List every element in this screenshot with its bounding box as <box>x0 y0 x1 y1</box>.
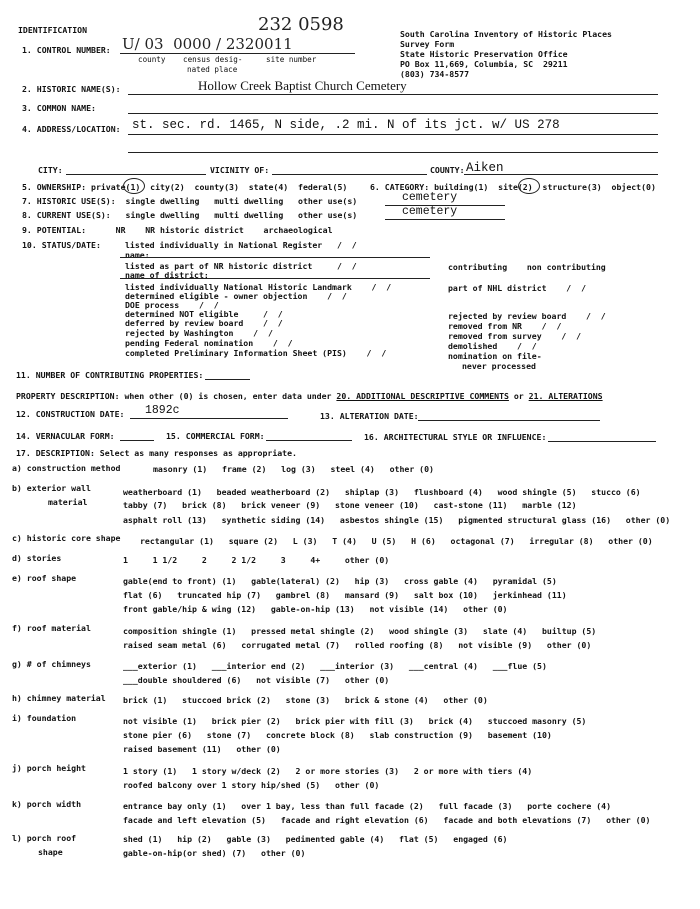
status-right: contributing non contributing <box>448 262 606 272</box>
construction-date-value: 1892c <box>145 404 180 417</box>
status-right: rejected by review board / / <box>448 311 606 321</box>
historic-use-value: cemetery <box>402 191 458 204</box>
desc-option-line: composition shingle (1) pressed metal shingle (2) wood shingle (3) slate (4) builtup (5) <box>123 626 597 636</box>
control-number-value: U/ 03 0000 / 2320011 <box>122 35 293 53</box>
desc-label: material <box>48 497 88 507</box>
desc-option-line: raised seam metal (6) corrugated metal (7) rolled roofing (8) not visible (9) other (0) <box>123 640 592 650</box>
potential: 9. POTENTIAL: NR NR historic district archaeological <box>22 225 333 235</box>
desc-label: j) porch height <box>12 763 86 773</box>
sub-census2: nated place <box>187 65 238 74</box>
desc-label: shape <box>38 847 63 857</box>
status-line: DOE process / / <box>125 300 219 310</box>
agency-line: Survey Form <box>400 39 455 49</box>
desc-option-line: raised basement (11) other (0) <box>123 744 281 754</box>
desc-option-line: gable-on-hip(or shed) (7) other (0) <box>123 848 306 858</box>
status-line: pending Federal nomination / / <box>125 338 293 348</box>
desc-option-line: ___double shouldered (6) not visible (7) other (0) <box>123 675 390 685</box>
status-right: part of NHL district / / <box>448 283 587 293</box>
county-label: COUNTY: <box>430 165 465 175</box>
underline <box>128 113 658 114</box>
vernacular-form: 14. VERNACULAR FORM: <box>16 431 115 441</box>
underline <box>128 152 658 153</box>
historic-name-value: Hollow Creek Baptist Church Cemetery <box>198 78 407 93</box>
desc-option-line: ___exterior (1) ___interior end (2) ___interior (3) ___central (4) ___flue (5) <box>123 661 547 671</box>
sub-county: county <box>138 55 166 64</box>
status-right: demolished / / <box>448 341 537 351</box>
desc-option-line: facade and left elevation (5) facade and right elevation (6) facade and both elevations (7) other (0) <box>123 815 651 825</box>
desc-option-line: tabby (7) brick (8) brick veneer (9) stone veneer (10) cast-stone (11) marble (12) <box>123 500 577 510</box>
handwritten-number: 232 0598 <box>258 14 344 35</box>
underline <box>120 257 430 258</box>
common-name-label: 3. COMMON NAME: <box>22 103 96 113</box>
agency-line: (803) 734-8577 <box>400 69 470 79</box>
underline <box>120 440 154 441</box>
agency-line: PO Box 11,669, Columbia, SC 29211 <box>400 59 568 69</box>
underline <box>130 418 288 419</box>
description-heading: 17. DESCRIPTION: Select as many responses as appropriate. <box>16 448 297 458</box>
desc-option-line: entrance bay only (1) over 1 bay, less than full facade (2) full facade (3) porte cochere (4) <box>123 801 611 811</box>
alteration-date: 13. ALTERATION DATE: <box>320 411 419 421</box>
status-line: listed individually National Historic Landmark / / <box>125 282 392 292</box>
desc-option-line: shed (1) hip (2) gable (3) pedimented gable (4) flat (5) engaged (6) <box>123 834 508 844</box>
status-line: rejected by Washington / / <box>125 328 273 338</box>
desc-label: a) construction method <box>12 463 121 473</box>
status-right: never processed <box>462 361 536 371</box>
desc-option-line: not visible (1) brick pier (2) brick pier with fill (3) brick (4) stuccoed masonry (5) <box>123 716 587 726</box>
address-value: st. sec. rd. 1465, N side, .2 mi. N of its jct. w/ US 278 <box>132 118 560 132</box>
county-value: Aiken <box>466 161 504 175</box>
ownership: 5. OWNERSHIP: private(1) city(2) county(3) state(4) federal(5) <box>22 182 348 192</box>
desc-label: k) porch width <box>12 799 82 809</box>
sub-census: census desig- <box>183 55 243 64</box>
underline <box>548 441 656 442</box>
desc-label: b) exterior wall <box>12 483 91 493</box>
status-line: name: <box>125 250 150 260</box>
section-identification: IDENTIFICATION <box>18 25 88 35</box>
sub-site: site number <box>266 55 317 64</box>
desc-label: h) chimney material <box>12 693 106 703</box>
desc-option-line: rectangular (1) square (2) L (3) T (4) U (5) H (6) octagonal (7) irregular (8) other (0) <box>140 536 653 546</box>
status-line: name of district: <box>125 270 209 280</box>
status-right: removed from NR / / <box>448 321 562 331</box>
underline <box>128 94 658 95</box>
control-number-label: 1. CONTROL NUMBER: <box>22 45 111 55</box>
architectural-style: 16. ARCHITECTURAL STYLE OR INFLUENCE: <box>364 432 547 442</box>
desc-option-line: 1 1 1/2 2 2 1/2 3 4+ other (0) <box>123 555 390 565</box>
status-line: determined eligible - owner objection / / <box>125 291 347 301</box>
agency-line: South Carolina Inventory of Historic Places <box>400 29 612 39</box>
desc-option-line: front gable/hip & wing (12) gable-on-hip (13) not visible (14) other (0) <box>123 604 508 614</box>
underline <box>385 219 505 220</box>
current-use-label: 8. CURRENT USE(S): single dwelling multi dwelling other use(s) <box>22 210 358 220</box>
selection-circle <box>123 178 145 194</box>
underline <box>205 379 250 380</box>
desc-option-line: asphalt roll (13) synthetic siding (14) asbestos shingle (15) pigmented structural glass (16) other (0) <box>123 515 671 525</box>
desc-label: f) roof material <box>12 623 91 633</box>
agency-line: State Historic Preservation Office <box>400 49 568 59</box>
historic-name-label: 2. HISTORIC NAME(S): <box>22 84 121 94</box>
status-line: listed individually in National Register / / <box>125 240 357 250</box>
historic-use-label: 7. HISTORIC USE(S): single dwelling multi dwelling other use(s) <box>22 196 358 206</box>
underline <box>128 134 658 135</box>
desc-label: l) porch roof <box>12 833 77 843</box>
underline <box>120 53 355 54</box>
contributing-properties: 11. NUMBER OF CONTRIBUTING PROPERTIES: <box>16 370 204 380</box>
current-use-value: cemetery <box>402 205 458 218</box>
desc-label: e) roof shape <box>12 573 77 583</box>
desc-option-line: stone pier (6) stone (7) concrete block (8) slab construction (9) basement (10) <box>123 730 552 740</box>
underline <box>120 278 430 279</box>
desc-option-line: weatherboard (1) beaded weatherboard (2) shiplap (3) flushboard (4) wood shingle (5) stucco (6) <box>123 487 641 497</box>
underline <box>272 174 427 175</box>
status-line: determined NOT eligible / / <box>125 309 283 319</box>
underline <box>66 174 206 175</box>
desc-label: d) stories <box>12 553 62 563</box>
property-description: PROPERTY DESCRIPTION: when other (0) is chosen, enter data under 20. ADDITIONAL DESCRIPTIVE COMMENTS or 21. ALTERATIONS <box>16 391 603 401</box>
desc-label: i) foundation <box>12 713 77 723</box>
status-label: 10. STATUS/DATE: <box>22 240 101 250</box>
address-label: 4. ADDRESS/LOCATION: <box>22 124 121 134</box>
desc-option-line: masonry (1) frame (2) log (3) steel (4) other (0) <box>153 464 434 474</box>
desc-label: c) historic core shape <box>12 533 121 543</box>
desc-option-line: gable(end to front) (1) gable(lateral) (2) hip (3) cross gable (4) pyramidal (5) <box>123 576 557 586</box>
desc-option-line: 1 story (1) 1 story w/deck (2) 2 or more stories (3) 2 or more with tiers (4) <box>123 766 533 776</box>
category: 6. CATEGORY: building(1) site(2) structure(3) object(0) <box>370 182 656 192</box>
selection-circle <box>518 178 540 194</box>
status-right: nomination on file- <box>448 351 542 361</box>
commercial-form: 15. COMMERCIAL FORM: <box>166 431 265 441</box>
status-right: removed from survey / / <box>448 331 582 341</box>
construction-date-label: 12. CONSTRUCTION DATE: <box>16 409 125 419</box>
desc-label: g) # of chimneys <box>12 659 91 669</box>
city-label: CITY: <box>38 165 63 175</box>
desc-option-line: brick (1) stuccoed brick (2) stone (3) brick & stone (4) other (0) <box>123 695 488 705</box>
status-line: listed as part of NR historic district / / <box>125 261 357 271</box>
status-line: deferred by review board / / <box>125 318 283 328</box>
underline <box>418 420 600 421</box>
underline <box>464 174 658 175</box>
desc-option-line: flat (6) truncated hip (7) gambrel (8) mansard (9) salt box (10) jerkinhead (11) <box>123 590 567 600</box>
vicinity-label: VICINITY OF: <box>210 165 270 175</box>
underline <box>266 440 352 441</box>
desc-option-line: roofed balcony over 1 story hip/shed (5) other (0) <box>123 780 380 790</box>
status-line: completed Preliminary Information Sheet (PIS) / / <box>125 348 387 358</box>
